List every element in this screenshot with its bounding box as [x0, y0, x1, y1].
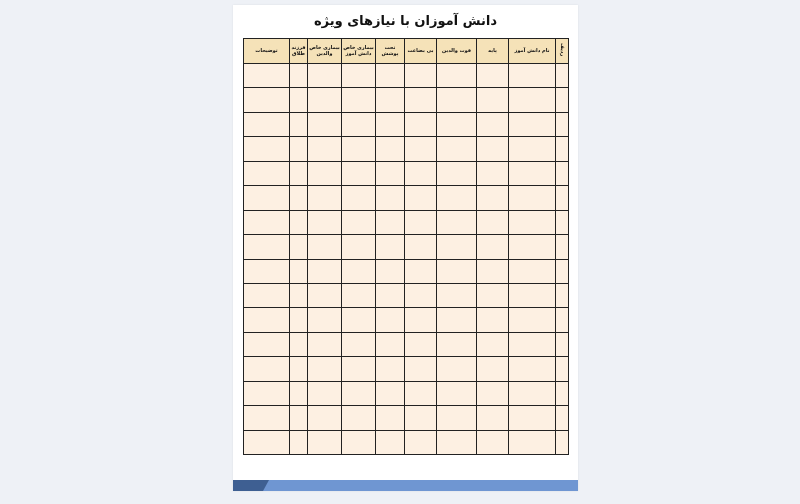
table-cell[interactable]: [290, 88, 308, 112]
table-cell[interactable]: [405, 357, 437, 381]
footer-band: [233, 480, 578, 491]
table-cell[interactable]: [405, 235, 437, 259]
table-cell[interactable]: [509, 406, 556, 430]
table-cell[interactable]: [290, 381, 308, 405]
table-cell[interactable]: [244, 406, 290, 430]
table-cell[interactable]: [437, 406, 477, 430]
table-row: [244, 161, 569, 185]
table-cell[interactable]: [244, 137, 290, 161]
table-cell[interactable]: [290, 64, 308, 88]
table-cell[interactable]: [308, 283, 342, 307]
table-cell[interactable]: [376, 112, 405, 136]
table-cell[interactable]: [290, 406, 308, 430]
table-cell[interactable]: [244, 161, 290, 185]
table-cell[interactable]: [405, 430, 437, 454]
table-cell[interactable]: [376, 381, 405, 405]
table-cell[interactable]: [437, 308, 477, 332]
table-cell[interactable]: [556, 210, 569, 234]
table-cell[interactable]: [342, 112, 376, 136]
table-cell[interactable]: [405, 332, 437, 356]
table-cell[interactable]: [437, 332, 477, 356]
table-cell[interactable]: [376, 210, 405, 234]
table-cell[interactable]: [437, 137, 477, 161]
table-row: [244, 235, 569, 259]
table-cell[interactable]: [308, 332, 342, 356]
table-cell[interactable]: [376, 186, 405, 210]
table-cell[interactable]: [405, 381, 437, 405]
table-cell[interactable]: [342, 235, 376, 259]
table-cell[interactable]: [477, 381, 509, 405]
table-cell[interactable]: [509, 332, 556, 356]
table-cell[interactable]: [308, 381, 342, 405]
table-cell[interactable]: [376, 308, 405, 332]
column-header-student-name: نام دانش آموز: [509, 39, 556, 64]
table-row: [244, 332, 569, 356]
table-cell[interactable]: [290, 210, 308, 234]
table-row: [244, 137, 569, 161]
table-cell[interactable]: [437, 430, 477, 454]
table-cell[interactable]: [509, 259, 556, 283]
footer-band-light: [263, 480, 578, 491]
table-cell[interactable]: [509, 64, 556, 88]
table-cell[interactable]: [290, 161, 308, 185]
table-cell[interactable]: [342, 88, 376, 112]
table-cell[interactable]: [437, 161, 477, 185]
table-cell[interactable]: [342, 259, 376, 283]
students-table: [243, 38, 569, 455]
table-cell[interactable]: [556, 112, 569, 136]
table-cell[interactable]: [509, 186, 556, 210]
column-header-student-illness: بیماری خاص دانش آموز: [342, 39, 376, 64]
column-header-grade: پایه: [477, 39, 509, 64]
table-cell[interactable]: [509, 381, 556, 405]
table-cell[interactable]: [477, 430, 509, 454]
table-header-row: [244, 39, 569, 64]
table-cell[interactable]: [477, 161, 509, 185]
table-cell[interactable]: [477, 308, 509, 332]
table-cell[interactable]: [437, 88, 477, 112]
table-cell[interactable]: [405, 406, 437, 430]
table-cell[interactable]: [405, 112, 437, 136]
table-cell[interactable]: [405, 161, 437, 185]
table-cell[interactable]: [342, 137, 376, 161]
table-cell[interactable]: [509, 235, 556, 259]
table-cell[interactable]: [308, 259, 342, 283]
table-cell[interactable]: [342, 186, 376, 210]
table-cell[interactable]: [509, 430, 556, 454]
table-cell[interactable]: [405, 308, 437, 332]
table-cell[interactable]: [308, 186, 342, 210]
document-page: [233, 5, 578, 491]
table-row: [244, 430, 569, 454]
table-cell[interactable]: [376, 235, 405, 259]
table-row: [244, 186, 569, 210]
table-cell[interactable]: [477, 210, 509, 234]
column-header-covered: تحت پوشش: [376, 39, 405, 64]
table-cell[interactable]: [290, 259, 308, 283]
table-cell[interactable]: [342, 430, 376, 454]
table-cell[interactable]: [405, 210, 437, 234]
table-cell[interactable]: [477, 406, 509, 430]
table-cell[interactable]: [308, 406, 342, 430]
table-row: [244, 357, 569, 381]
table-row: [244, 381, 569, 405]
table-cell[interactable]: [437, 210, 477, 234]
table-cell[interactable]: [244, 186, 290, 210]
table-cell[interactable]: [244, 88, 290, 112]
table-cell[interactable]: [509, 210, 556, 234]
column-header-parent-deceased: فوت والدین: [437, 39, 477, 64]
table-cell[interactable]: [308, 210, 342, 234]
table-cell[interactable]: [244, 332, 290, 356]
table-cell[interactable]: [509, 88, 556, 112]
table-cell[interactable]: [342, 210, 376, 234]
table-cell[interactable]: [342, 308, 376, 332]
table-cell[interactable]: [509, 112, 556, 136]
table-cell[interactable]: [290, 137, 308, 161]
table-cell[interactable]: [290, 283, 308, 307]
table-cell[interactable]: [376, 64, 405, 88]
table-cell[interactable]: [556, 186, 569, 210]
table-cell[interactable]: [477, 137, 509, 161]
table-cell[interactable]: [556, 235, 569, 259]
table-cell[interactable]: [376, 332, 405, 356]
table-cell[interactable]: [308, 357, 342, 381]
table-cell[interactable]: [290, 112, 308, 136]
table-body: [244, 64, 569, 455]
table-row: [244, 406, 569, 430]
table-cell[interactable]: [376, 88, 405, 112]
table-cell[interactable]: [244, 283, 290, 307]
table-cell[interactable]: [509, 308, 556, 332]
table-cell[interactable]: [244, 112, 290, 136]
table-cell[interactable]: [376, 430, 405, 454]
table-cell[interactable]: [342, 381, 376, 405]
table-cell[interactable]: [342, 332, 376, 356]
table-cell[interactable]: [244, 357, 290, 381]
table-cell[interactable]: [308, 235, 342, 259]
table-cell[interactable]: [244, 64, 290, 88]
table-cell[interactable]: [308, 112, 342, 136]
table-cell[interactable]: [509, 137, 556, 161]
table-cell[interactable]: [244, 210, 290, 234]
table-row: [244, 259, 569, 283]
table-cell[interactable]: [308, 430, 342, 454]
table-cell[interactable]: [405, 186, 437, 210]
table-cell[interactable]: [556, 283, 569, 307]
table-cell[interactable]: [290, 235, 308, 259]
table-cell[interactable]: [290, 186, 308, 210]
table-cell[interactable]: [308, 88, 342, 112]
table-cell[interactable]: [556, 332, 569, 356]
table-cell[interactable]: [556, 88, 569, 112]
table-cell[interactable]: [244, 381, 290, 405]
table-cell[interactable]: [437, 64, 477, 88]
footer-band-dark: [233, 480, 269, 491]
table-row: [244, 210, 569, 234]
table-row: [244, 308, 569, 332]
table-cell[interactable]: [477, 357, 509, 381]
table-cell[interactable]: [244, 259, 290, 283]
table-row: [244, 88, 569, 112]
table-cell[interactable]: [342, 161, 376, 185]
table-cell[interactable]: [437, 186, 477, 210]
table-cell[interactable]: [556, 406, 569, 430]
table-cell[interactable]: [308, 161, 342, 185]
table-cell[interactable]: [376, 406, 405, 430]
table-cell[interactable]: [437, 112, 477, 136]
table-row: [244, 64, 569, 88]
table-cell[interactable]: [405, 137, 437, 161]
table-cell[interactable]: [556, 381, 569, 405]
table-cell[interactable]: [290, 430, 308, 454]
table-cell[interactable]: [509, 283, 556, 307]
table-cell[interactable]: [437, 357, 477, 381]
table-cell[interactable]: [556, 161, 569, 185]
column-header-parent-illness: بیماری خاص والدین: [308, 39, 342, 64]
table-cell[interactable]: [376, 137, 405, 161]
table-cell[interactable]: [405, 259, 437, 283]
table-cell[interactable]: [290, 308, 308, 332]
table-cell[interactable]: [376, 283, 405, 307]
table-cell[interactable]: [437, 259, 477, 283]
table-cell[interactable]: [477, 88, 509, 112]
page-title: دانش آموزان با نیازهای ویژه: [313, 14, 498, 29]
table-cell[interactable]: [244, 430, 290, 454]
table-cell[interactable]: [376, 259, 405, 283]
table-row: [244, 112, 569, 136]
table-cell[interactable]: [437, 283, 477, 307]
table-cell[interactable]: [376, 161, 405, 185]
table-cell[interactable]: [477, 235, 509, 259]
table-cell[interactable]: [556, 357, 569, 381]
table-cell[interactable]: [477, 112, 509, 136]
table-cell[interactable]: [477, 332, 509, 356]
table-cell[interactable]: [308, 308, 342, 332]
table-cell[interactable]: [308, 137, 342, 161]
table-cell[interactable]: [342, 357, 376, 381]
column-header-row-number: ردیف: [556, 39, 569, 64]
table-cell[interactable]: [405, 283, 437, 307]
table-cell[interactable]: [437, 381, 477, 405]
table-cell[interactable]: [556, 64, 569, 88]
table-cell[interactable]: [244, 308, 290, 332]
table-cell[interactable]: [556, 430, 569, 454]
table-cell[interactable]: [405, 88, 437, 112]
table-row: [244, 283, 569, 307]
table-cell[interactable]: [477, 186, 509, 210]
table-cell[interactable]: [477, 259, 509, 283]
table-cell[interactable]: [342, 64, 376, 88]
table-cell[interactable]: [342, 283, 376, 307]
table-cell[interactable]: [509, 357, 556, 381]
table-cell[interactable]: [376, 357, 405, 381]
table-cell[interactable]: [556, 137, 569, 161]
column-header-divorce-child: فرزند طلاق: [290, 39, 308, 64]
table-cell[interactable]: [556, 259, 569, 283]
table-cell[interactable]: [477, 283, 509, 307]
table-cell[interactable]: [437, 235, 477, 259]
table-cell[interactable]: [477, 64, 509, 88]
table-cell[interactable]: [405, 64, 437, 88]
table-cell[interactable]: [308, 64, 342, 88]
table-cell[interactable]: [342, 406, 376, 430]
table-cell[interactable]: [290, 332, 308, 356]
table-cell[interactable]: [290, 357, 308, 381]
table-cell[interactable]: [509, 161, 556, 185]
column-header-notes: توضیحات: [244, 39, 290, 64]
column-header-low-income: بی بضاعت: [405, 39, 437, 64]
table-cell[interactable]: [556, 308, 569, 332]
table-cell[interactable]: [244, 235, 290, 259]
